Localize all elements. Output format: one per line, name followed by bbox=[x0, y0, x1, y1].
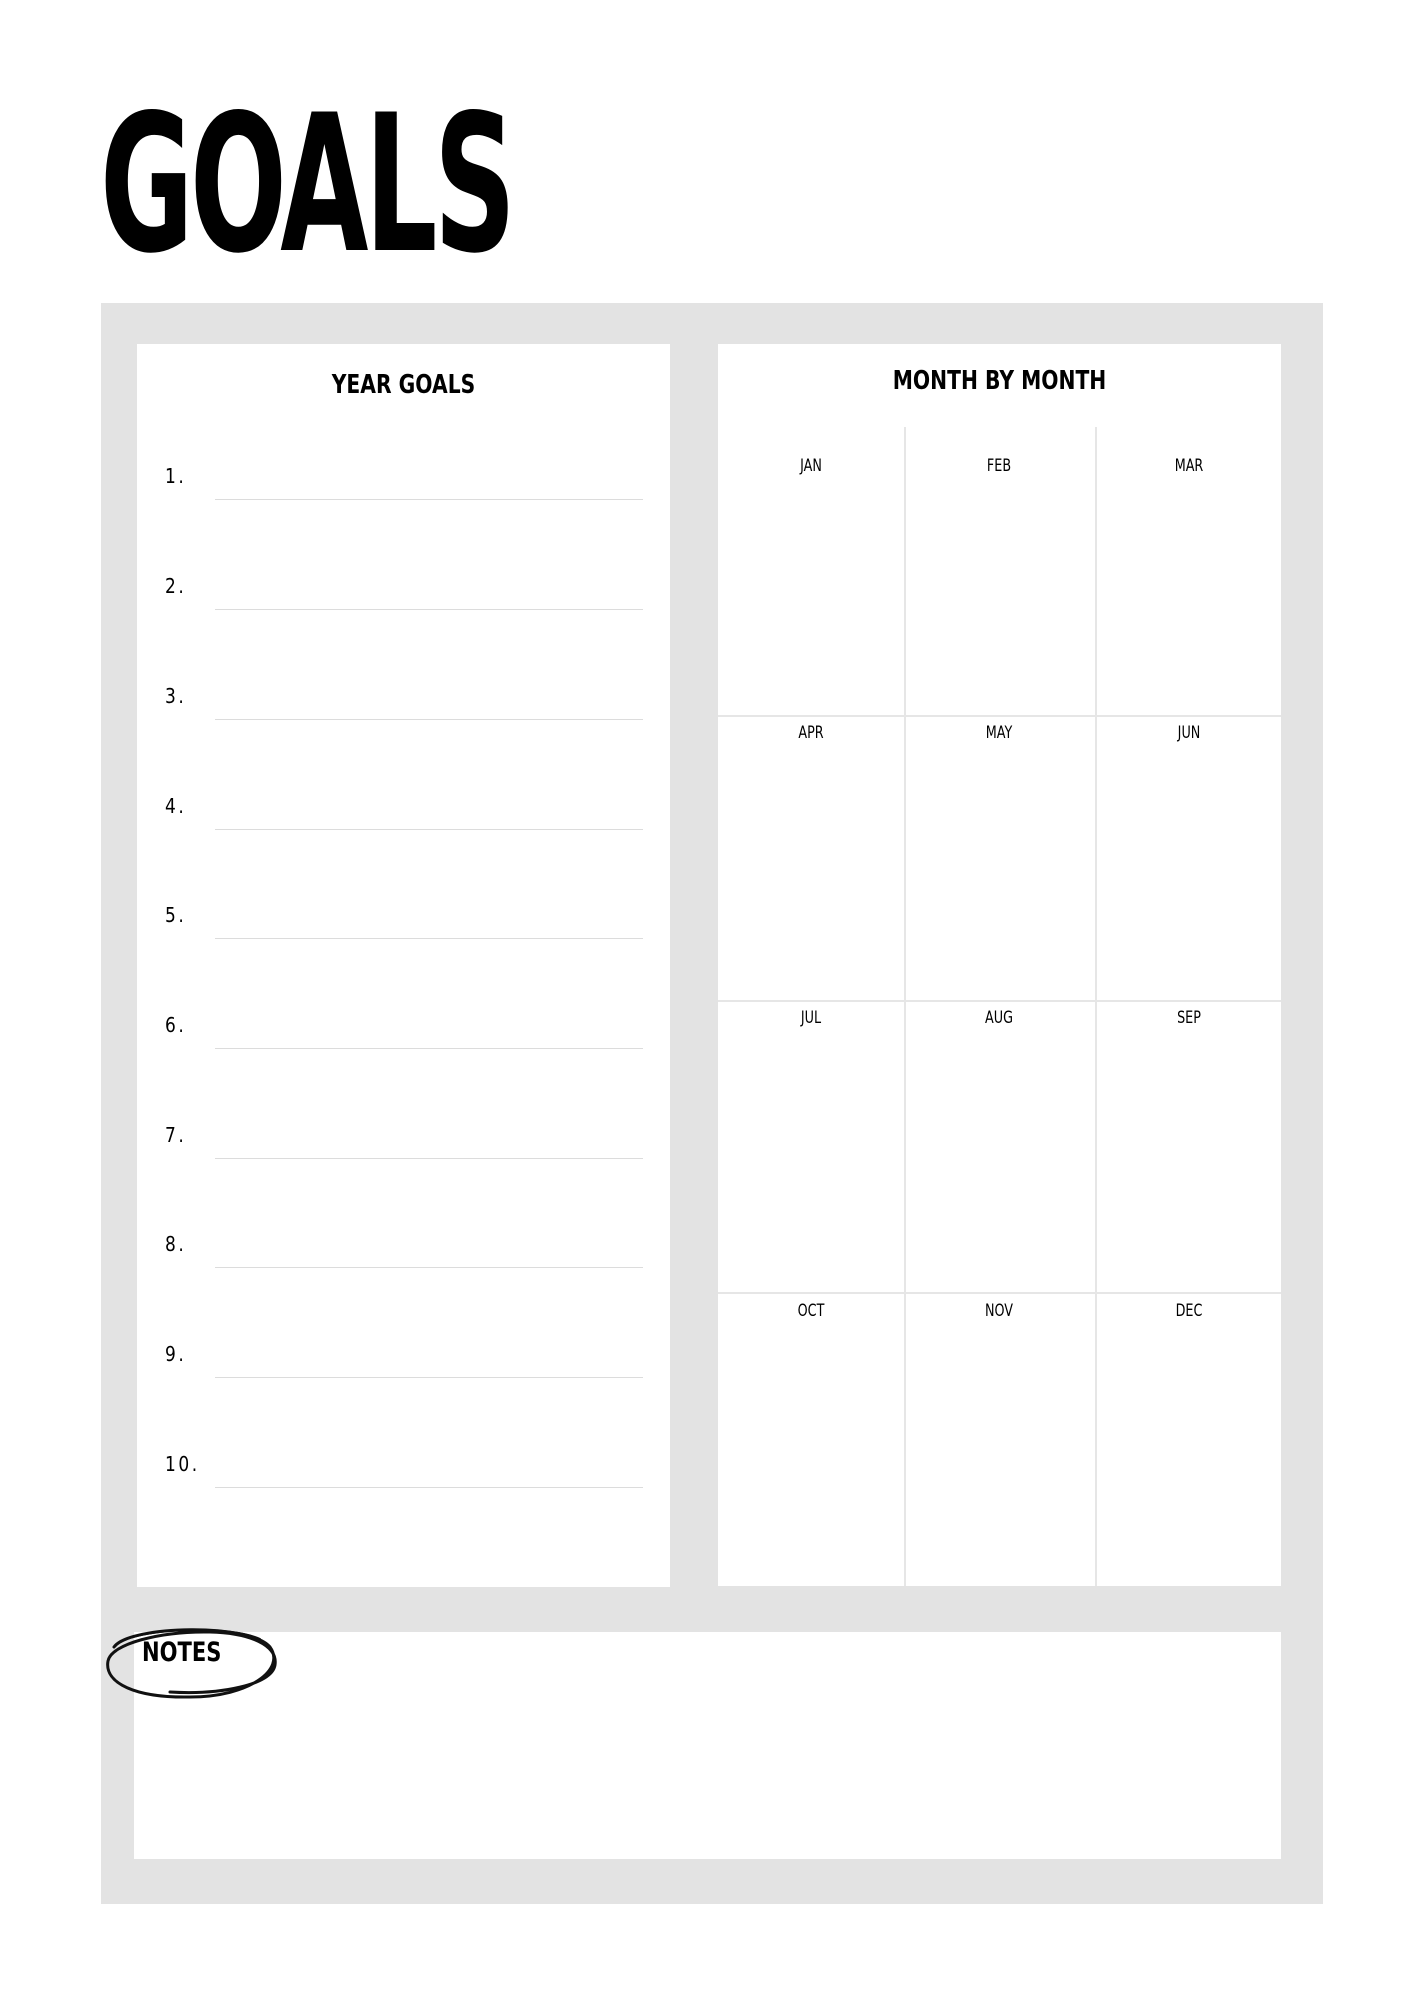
month-label-may: MAY bbox=[985, 723, 1013, 743]
goal-number: 8. bbox=[165, 1232, 187, 1256]
goal-writing-line[interactable] bbox=[215, 829, 643, 830]
goal-row[interactable] bbox=[165, 550, 643, 610]
month-grid-divider bbox=[718, 1000, 1281, 1002]
goal-writing-line[interactable] bbox=[215, 1377, 643, 1378]
goal-writing-line[interactable] bbox=[215, 719, 643, 720]
month-by-month-title: MONTH BY MONTH bbox=[892, 366, 1107, 396]
month-grid-divider bbox=[718, 1292, 1281, 1294]
goal-writing-line[interactable] bbox=[215, 1048, 643, 1049]
month-label-apr: APR bbox=[798, 723, 824, 743]
year-goals-card bbox=[137, 344, 670, 1587]
goal-number: 4. bbox=[165, 794, 187, 818]
month-label-jun: JUN bbox=[1177, 723, 1201, 743]
goal-number: 3. bbox=[165, 684, 187, 708]
month-grid-divider bbox=[1095, 427, 1097, 1586]
goal-number: 10. bbox=[165, 1452, 200, 1476]
notes-heading bbox=[100, 1617, 280, 1703]
goal-row[interactable] bbox=[165, 770, 643, 830]
month-label-nov: NOV bbox=[984, 1301, 1014, 1321]
year-goals-title: YEAR GOALS bbox=[331, 370, 476, 400]
goal-writing-line[interactable] bbox=[215, 1267, 643, 1268]
month-grid-divider bbox=[904, 427, 906, 1586]
goal-row[interactable] bbox=[165, 440, 643, 500]
month-label-feb: FEB bbox=[986, 456, 1012, 476]
goal-number: 6. bbox=[165, 1013, 187, 1037]
goal-writing-line[interactable] bbox=[215, 609, 643, 610]
goal-writing-line[interactable] bbox=[215, 938, 643, 939]
notes-card[interactable] bbox=[134, 1632, 1281, 1859]
goal-row[interactable] bbox=[165, 1428, 643, 1488]
goal-writing-line[interactable] bbox=[215, 1487, 643, 1488]
month-label-sep: SEP bbox=[1177, 1008, 1201, 1028]
goal-row[interactable] bbox=[165, 660, 643, 720]
month-label-jan: JAN bbox=[800, 456, 822, 476]
goal-number: 2. bbox=[165, 574, 187, 598]
month-label-dec: DEC bbox=[1175, 1301, 1203, 1321]
page-title: GOALS bbox=[100, 74, 513, 295]
month-label-mar: MAR bbox=[1174, 456, 1204, 476]
goal-number: 9. bbox=[165, 1342, 187, 1366]
goal-row[interactable] bbox=[165, 1318, 643, 1378]
goal-number: 1. bbox=[165, 464, 187, 488]
goal-number: 5. bbox=[165, 903, 187, 927]
goal-row[interactable] bbox=[165, 1099, 643, 1159]
month-label-oct: OCT bbox=[797, 1301, 825, 1321]
goal-row[interactable] bbox=[165, 879, 643, 939]
month-label-aug: AUG bbox=[985, 1008, 1013, 1028]
notes-label: NOTES bbox=[142, 1637, 222, 1668]
month-by-month-card bbox=[718, 344, 1281, 1586]
goal-row[interactable] bbox=[165, 1208, 643, 1268]
goal-writing-line[interactable] bbox=[215, 499, 643, 500]
month-grid-divider bbox=[718, 715, 1281, 717]
goal-row[interactable] bbox=[165, 989, 643, 1049]
goal-number: 7. bbox=[165, 1123, 187, 1147]
goal-writing-line[interactable] bbox=[215, 1158, 643, 1159]
month-label-jul: JUL bbox=[800, 1008, 822, 1028]
